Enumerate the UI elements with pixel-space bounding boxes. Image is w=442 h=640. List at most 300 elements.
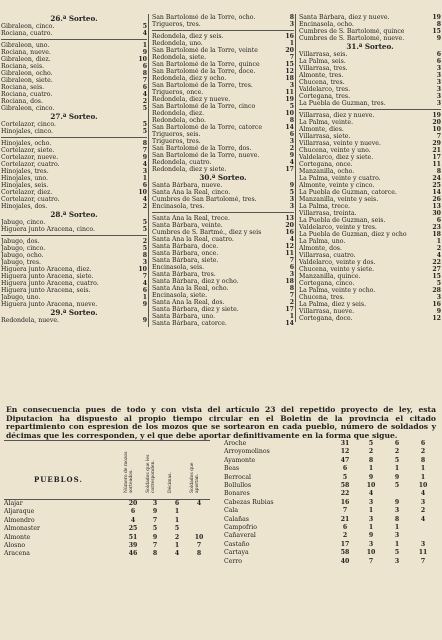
table-cell: 1 <box>368 507 374 515</box>
list-item <box>152 292 294 299</box>
table-cell: 3 <box>394 532 400 540</box>
number-value: 15 <box>285 61 294 68</box>
list-item <box>299 126 441 133</box>
table-cell: 9 <box>368 473 374 481</box>
list-item <box>299 238 441 245</box>
village-name: Redondela, cuatro. <box>152 159 212 166</box>
list-item <box>1 140 147 147</box>
number-value: 4 <box>142 280 147 287</box>
number-value: 17 <box>432 154 441 161</box>
village-name: San Bartolomé de la Torre, dos. <box>152 145 252 152</box>
number-value: 15 <box>432 28 441 35</box>
number-value: 4 <box>289 236 294 243</box>
village-name: Chucena, veinte y siete. <box>299 266 375 273</box>
number-value: 18 <box>285 75 294 82</box>
list-item <box>1 301 147 308</box>
sorteo-heading: 31.ª Sorteo. <box>346 42 394 51</box>
table-cell <box>410 532 436 540</box>
table-cell: 1 <box>368 465 374 473</box>
village-name: San Bartolomé de la Torre, catorce <box>152 124 263 131</box>
number-value: 19 <box>432 14 441 21</box>
list-item <box>299 308 441 315</box>
table-cell: 3 <box>368 498 374 506</box>
list-item <box>152 182 294 189</box>
village-name: Jabugo, dos. <box>1 238 40 245</box>
village-name: Cortegana, tres. <box>299 93 351 100</box>
village-name: La Palma, veinte y cuatro. <box>299 175 381 182</box>
village-name: Valdelarco, veinte y tres. <box>299 224 377 231</box>
table-cell: 4 <box>196 500 202 507</box>
number-value: 20 <box>432 119 441 126</box>
table-cell: 2 <box>394 448 400 456</box>
pueblo-name: Almonaster <box>4 525 40 533</box>
table-row <box>224 507 438 515</box>
village-name: Rociana, nueve. <box>1 49 51 56</box>
table-cell: 10 <box>418 482 428 490</box>
village-name: Redondela, ocho. <box>152 117 206 124</box>
list-item <box>299 154 441 161</box>
table-cell: 4 <box>368 490 374 498</box>
number-value: 8 <box>289 285 294 292</box>
table-row <box>224 482 438 490</box>
table-cell: 1 <box>368 524 374 532</box>
village-name: Redondela, siete. <box>152 54 207 61</box>
village-name: Cortelazor, siete. <box>1 147 55 154</box>
table-row <box>224 558 438 566</box>
village-name: Gibraleon, cinco. <box>1 23 55 30</box>
number-value: 19 <box>432 112 441 119</box>
village-name: Jabugo, cinco. <box>1 245 46 252</box>
number-value: 6 <box>142 63 147 70</box>
number-value: 7 <box>289 292 294 299</box>
village-name: Rociana, seis. <box>1 84 45 91</box>
number-value: 5 <box>142 121 147 128</box>
table-cell: 7 <box>152 542 158 550</box>
village-name: Santa Ana la Real, dos. <box>152 299 225 306</box>
number-value: 19 <box>285 96 294 103</box>
list-item <box>299 287 441 294</box>
list-item <box>152 145 294 152</box>
list-item <box>152 299 294 306</box>
table-cell: 5 <box>174 525 180 533</box>
list-item <box>1 175 147 182</box>
number-value: 6 <box>436 217 441 224</box>
number-value: 5 <box>142 226 147 233</box>
village-name: San Bartolomé de la Torre, cinco <box>152 103 256 110</box>
table-cell: 2 <box>420 507 426 515</box>
list-item <box>152 313 294 320</box>
list-item <box>299 35 441 42</box>
number-value: 2 <box>142 203 147 210</box>
village-name: Encinasola, tres. <box>152 203 205 210</box>
pueblo-name: Cañaveral <box>224 532 256 540</box>
number-value: 12 <box>285 243 294 250</box>
number-value: 3 <box>436 93 441 100</box>
village-name: Santa Ana la Real, ocho. <box>152 285 229 292</box>
village-name: Santa Ana la Real, cinco. <box>152 189 231 196</box>
table-cell: 9 <box>368 532 374 540</box>
list-item <box>299 252 441 259</box>
table-row <box>224 516 438 524</box>
number-value: 7 <box>436 133 441 140</box>
number-value: 9 <box>142 301 147 308</box>
table-cell: 2 <box>174 533 180 541</box>
list-item <box>152 117 294 124</box>
table-cell: 5 <box>394 456 400 464</box>
list-item <box>299 79 441 86</box>
list-item <box>152 124 294 131</box>
table-cell: 8 <box>152 550 158 558</box>
table-row <box>4 534 210 542</box>
column-middle <box>148 14 294 327</box>
village-name: Valdelarco, diez y siete. <box>299 154 374 161</box>
pueblos-header: PUEBLOS. <box>34 475 83 484</box>
number-value: 7 <box>142 273 147 280</box>
table-cell: 51 <box>128 533 138 541</box>
list-item <box>152 54 294 61</box>
village-name: La Palma, trece. <box>299 203 351 210</box>
table-cell <box>188 517 210 525</box>
pueblo-name: Alosno <box>4 542 26 550</box>
number-value: 5 <box>142 128 147 135</box>
village-name: Valdelarco, tres. <box>299 86 351 93</box>
table-cell: 17 <box>340 540 350 548</box>
list-item <box>299 58 441 65</box>
list-item <box>299 203 441 210</box>
number-value: 22 <box>432 259 441 266</box>
pueblo-name: Almendro <box>4 516 35 524</box>
list-item <box>1 168 147 175</box>
list-item <box>299 93 441 100</box>
table-cell: 31 <box>340 440 350 447</box>
village-name: Villarrasa, seis. <box>299 51 348 58</box>
number-value: 20 <box>285 47 294 54</box>
column-left <box>1 14 147 324</box>
list-item <box>299 14 441 21</box>
number-value: 8 <box>142 70 147 77</box>
village-name: Redondela, diez y siete. <box>152 166 227 173</box>
table-cell <box>188 508 210 516</box>
number-value: 3 <box>436 65 441 72</box>
number-value: 6 <box>289 131 294 138</box>
pueblo-name: Aracena <box>4 550 30 558</box>
number-value: 4 <box>436 252 441 259</box>
village-name: Rociana, dos. <box>1 98 43 105</box>
table-cell: 5 <box>368 440 374 447</box>
village-name: Jabugo, tres. <box>1 259 41 266</box>
village-name: Hinojales, tres. <box>1 168 49 175</box>
number-value: 7 <box>289 257 294 264</box>
list-item <box>1 317 147 324</box>
village-name: Villarrasa, veinte y nueve. <box>299 140 381 147</box>
village-name: Redondela, nueve. <box>1 317 59 324</box>
number-value: 3 <box>142 168 147 175</box>
list-item <box>1 196 147 203</box>
table-cell: 10 <box>366 549 376 557</box>
number-value: 3 <box>289 203 294 210</box>
section-divider <box>1 137 147 138</box>
table-row <box>224 465 438 473</box>
number-value: 10 <box>432 126 441 133</box>
number-value: 29 <box>432 140 441 147</box>
number-value: 3 <box>289 138 294 145</box>
number-value: 7 <box>142 147 147 154</box>
table-cell: 3 <box>394 507 400 515</box>
table-cell: 5 <box>342 473 348 481</box>
col-header-aportan: Soldados que aportan. <box>190 462 200 493</box>
village-name: Rociana, seis. <box>1 63 45 70</box>
table-cell: 8 <box>368 456 374 464</box>
table-cell: 3 <box>152 500 158 507</box>
list-item <box>152 152 294 159</box>
village-name: Santa Bárbara, diez y ocho. <box>152 278 239 285</box>
table-cell: 8 <box>394 515 400 523</box>
village-name: Santa Bárbara, nueve. <box>152 182 223 189</box>
list-item <box>1 266 147 273</box>
distribution-table-right <box>224 440 438 566</box>
number-value: 8 <box>436 168 441 175</box>
village-name: Jabugo, uno. <box>1 294 41 301</box>
section-divider <box>1 39 147 40</box>
number-value: 1 <box>289 313 294 320</box>
table-cell: 1 <box>174 542 180 550</box>
table-row <box>224 490 438 498</box>
table-row <box>224 474 438 482</box>
pueblo-name: Beas <box>224 465 240 473</box>
list-item <box>299 133 441 140</box>
village-name: Villarrasa, treinta. <box>299 210 357 217</box>
table-cell: 10 <box>194 533 204 541</box>
village-name: Trigueros, tres. <box>152 21 201 28</box>
pueblo-name: Alajar <box>4 500 23 507</box>
list-item <box>1 226 147 233</box>
pueblo-name: Bonares <box>224 490 250 498</box>
village-name: Hinojales, seis. <box>1 182 49 189</box>
village-name: Redondela, uno. <box>152 40 203 47</box>
number-value: 3 <box>436 79 441 86</box>
section-divider <box>152 30 294 31</box>
village-name: Manzanilla, quince. <box>299 273 361 280</box>
village-name: Hinojales, dos. <box>1 203 48 210</box>
list-item <box>299 21 441 28</box>
list-item <box>152 131 294 138</box>
sorteo-heading: 26.ª Sorteo. <box>50 14 98 23</box>
list-item <box>152 47 294 54</box>
list-item <box>1 105 147 112</box>
body-paragraph <box>6 406 436 440</box>
village-name: Almonte, tres. <box>299 72 344 79</box>
number-value: 2 <box>142 98 147 105</box>
number-value: 8 <box>289 14 294 21</box>
village-name: Hinojales, cinco. <box>1 128 53 135</box>
table-cell: 5 <box>152 525 158 533</box>
table-row <box>224 541 438 549</box>
pueblo-name: Arroyomolinos <box>224 448 270 456</box>
table-cell: 6 <box>130 508 136 516</box>
number-value: 12 <box>285 68 294 75</box>
list-item <box>1 238 147 245</box>
village-name: Gibraleon, uno. <box>1 42 50 49</box>
village-name: Encinasola, seis. <box>152 264 205 271</box>
table-cell: 2 <box>420 448 426 456</box>
number-value: 5 <box>289 103 294 110</box>
table-cell <box>384 490 410 498</box>
table-cell: 5 <box>394 482 400 490</box>
list-item <box>1 287 147 294</box>
village-name: Santa Bárbara, once. <box>152 250 219 257</box>
pueblo-name: Campofrio <box>224 524 257 532</box>
village-name: Trigueros, tres. <box>152 138 201 145</box>
village-name: Santa Bárbara, uno. <box>152 313 216 320</box>
table-row <box>4 550 210 558</box>
village-name: Encinasola, siete. <box>152 292 208 299</box>
list-item <box>299 51 441 58</box>
table-cell: 7 <box>342 507 348 515</box>
village-name: San Bartolomé de la Torre, ocho. <box>152 14 256 21</box>
table-row <box>4 500 210 508</box>
table-cell: 7 <box>196 542 202 550</box>
list-item <box>299 231 441 238</box>
pueblo-name: Cerro <box>224 557 243 565</box>
list-item <box>1 84 147 91</box>
village-name: Villarrasa, tres. <box>299 65 348 72</box>
distribution-table-left <box>4 440 210 559</box>
table-cell: 8 <box>196 550 202 558</box>
table-cell: 46 <box>128 550 138 558</box>
village-name: Santa Bárbara, siete. <box>152 257 219 264</box>
list-item <box>299 196 441 203</box>
list-item <box>1 203 147 210</box>
number-value: 14 <box>432 189 441 196</box>
table-cell: 1 <box>420 473 426 481</box>
list-item <box>152 203 294 210</box>
number-value: 2 <box>289 299 294 306</box>
village-name: La Palma, diez y seis. <box>299 301 367 308</box>
list-item <box>299 72 441 79</box>
table-cell: 12 <box>340 448 350 456</box>
village-name: Villarrasa, nueve. <box>299 308 355 315</box>
list-item <box>299 210 441 217</box>
village-name: Jabugo, ocho. <box>1 252 44 259</box>
number-value: 17 <box>285 306 294 313</box>
list-item <box>1 121 147 128</box>
number-value: 9 <box>142 154 147 161</box>
table-row <box>224 457 438 465</box>
number-value: 1 <box>142 294 147 301</box>
table-cell: 9 <box>394 498 400 506</box>
number-value: 4 <box>289 159 294 166</box>
village-name: Valdelarco, veinte y dos. <box>299 259 376 266</box>
list-item <box>1 56 147 63</box>
number-value: 5 <box>436 280 441 287</box>
number-value: 26 <box>432 196 441 203</box>
village-name: Rociana, cuatro. <box>1 91 53 98</box>
village-name: Redondela, diez. <box>152 110 205 117</box>
number-value: 6 <box>142 84 147 91</box>
list-item <box>152 320 294 327</box>
table-right-body <box>224 440 438 566</box>
list-item <box>152 264 294 271</box>
list-item <box>299 161 441 168</box>
village-name: Higuera junto Aracena, cinco. <box>1 226 95 233</box>
number-value: 12 <box>432 315 441 322</box>
pueblo-name: Castaño <box>224 540 250 548</box>
village-name: Almonte, dies. <box>299 126 344 133</box>
village-name: La Palma, uno. <box>299 238 346 245</box>
village-name: Cumbres de S. Bartolomé, quince <box>299 28 405 35</box>
list-item <box>299 28 441 35</box>
number-value: 11 <box>285 89 294 96</box>
number-value: 8 <box>436 21 441 28</box>
village-name: Santa Ana la Real, trece. <box>152 215 230 222</box>
list-item <box>152 306 294 313</box>
number-value: 8 <box>142 252 147 259</box>
village-name: Manzanilla, veinte y seis. <box>299 196 379 203</box>
village-name: Trigueros, seis. <box>152 131 201 138</box>
table-cell: 40 <box>340 557 350 565</box>
table-cell: 1 <box>394 465 400 473</box>
village-name: Gibraleon, siete. <box>1 77 53 84</box>
number-value: 10 <box>285 110 294 117</box>
list-item <box>152 61 294 68</box>
list-item <box>299 168 441 175</box>
number-value: 25 <box>432 182 441 189</box>
number-value: 6 <box>436 51 441 58</box>
list-item <box>152 250 294 257</box>
list-item <box>299 280 441 287</box>
number-value: 1 <box>142 42 147 49</box>
number-value: 24 <box>432 175 441 182</box>
list-item <box>1 128 147 135</box>
list-item <box>152 21 294 28</box>
village-name: Cortelazor, diez. <box>1 189 53 196</box>
list-item <box>1 98 147 105</box>
list-item <box>1 273 147 280</box>
table-cell: 58 <box>340 482 350 490</box>
table-cell: 9 <box>152 533 158 541</box>
village-name: Encinasola, ocho. <box>299 21 354 28</box>
village-name: Cortelazor, cinco. <box>1 121 56 128</box>
number-value: 18 <box>285 278 294 285</box>
village-name: Higuera junto Aracena, seis. <box>1 287 91 294</box>
number-value: 16 <box>285 33 294 40</box>
list-item <box>152 229 294 236</box>
village-name: San Bartolomé de la Torre, quince <box>152 61 260 68</box>
pueblo-name: Cartaya <box>224 549 249 557</box>
village-name: La Puebla de Guzman, diez y ocho <box>299 231 407 238</box>
table-row <box>4 517 210 525</box>
number-value: 10 <box>138 189 147 196</box>
number-value: 27 <box>432 266 441 273</box>
number-value: 30 <box>432 210 441 217</box>
number-value: 17 <box>285 166 294 173</box>
table-cell: 1 <box>174 508 180 516</box>
list-item <box>152 222 294 229</box>
list-item <box>1 161 147 168</box>
section-divider <box>1 235 147 236</box>
table-cell: 3 <box>368 515 374 523</box>
list-item <box>1 30 147 37</box>
list-item <box>1 252 147 259</box>
number-value: 3 <box>289 82 294 89</box>
table-cell: 25 <box>128 525 138 533</box>
pueblo-name: Cabezas Rubias <box>224 498 274 506</box>
table-row <box>224 549 438 557</box>
village-name: Rociana, cuatro. <box>1 30 53 37</box>
village-name: Cortegana, once. <box>299 161 353 168</box>
number-value: 4 <box>142 91 147 98</box>
list-item <box>1 147 147 154</box>
